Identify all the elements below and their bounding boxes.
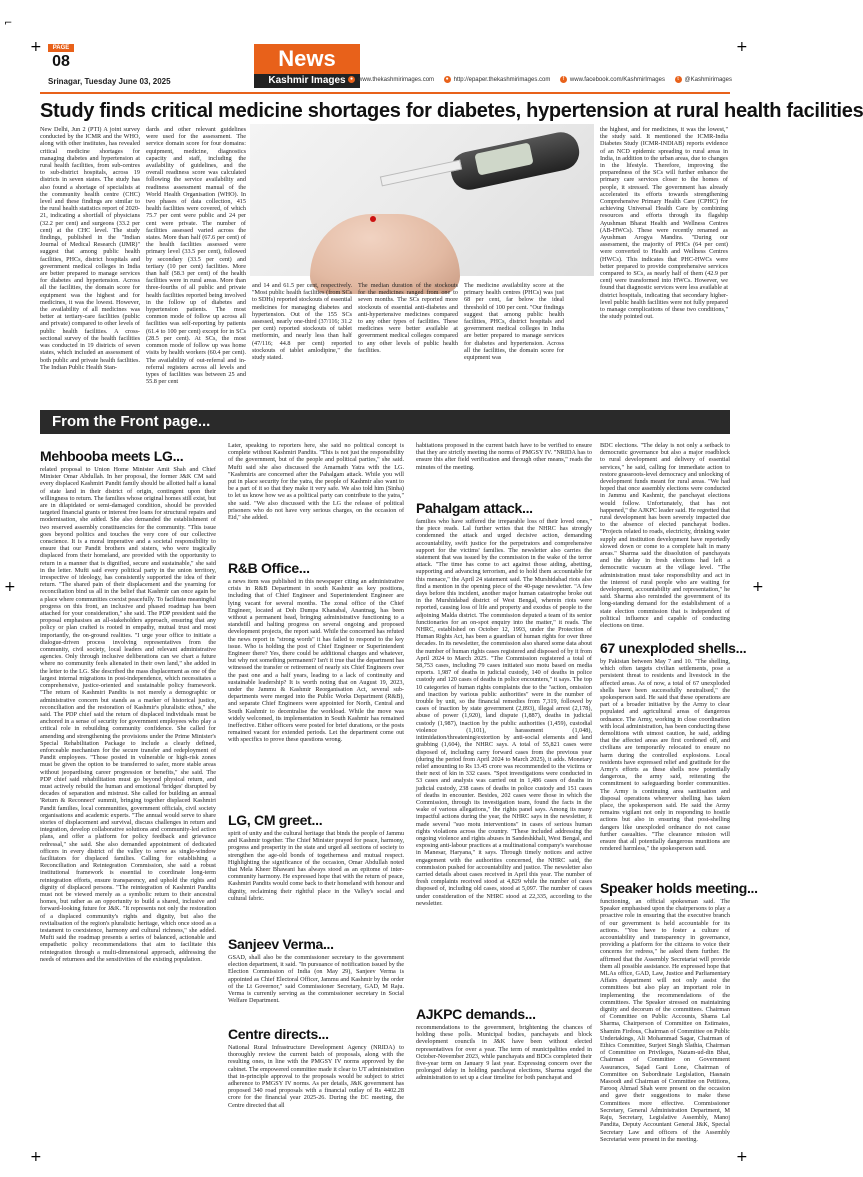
test-strip <box>380 160 462 187</box>
glucometer-photo <box>250 124 594 276</box>
page-number-box <box>48 44 74 70</box>
website-link[interactable]: ● www.thekashmirimages.com <box>349 76 435 83</box>
story-title-lg-cm-greet: LG, CM greet... <box>228 812 323 828</box>
section-title: News <box>254 44 360 74</box>
crop-mark-top-left: ⌐ <box>4 18 13 29</box>
story-title-speaker-meeting: Speaker holds meeting... <box>600 880 758 896</box>
lead-column-2: dards and other relevant guidelines were used for the assessment. The service domain score for four domains: equipment, medicine, diagnostics capacity and staff, including the availability of guidelines, and the overall readiness score was calculated following the service availability and readiness assessment manual of the World Health Organisation (WHO). In two phases of data collection, 415 health facilities were covered, of which 75.7 per cent were public and 24 per cent were private. The number of facilities assessed varied across the states. More than half (67.6 per cent) of the health facilities assessed were primary level (33.5 per cent), followed by secondary (33.5 per cent) and tertiary (10 per cent) facilities. More than half (58.3 per cent) of the health facilities were in rural areas. More than three-fourths of all public and private health facilities reported being involved in the follow up of diabetes and hypertension patients. The most common mode of follow up across all facilities was self-reporting by patients (61.4 to 100 per cent) except for in SCs (28.5 per cent). At SCs, the most common mode of follow up was home visits by health workers (60.4 per cent). The availability of out-referral and in-referral registers across all levels and types of facilities was between 25 and 55.8 per cent <box>146 126 246 386</box>
story-body-lg-cm-greet: spirit of unity and the cultural heritage that binds the people of Jammu and Kashmir together. The Chief Minister prayed for peace, harmony, progress and prosperity in the state and urged all sections of society to strengthen the age-old bonds of togetherness and mutual respect. Highlighting the significance of the occasion, Omar Abdullah noted that Mela Kheer Bhawani has always stood as an epitome of inter-community harmony. He expressed hope that with the return of peace, Kashmiri Pandits would come back to their homeland with honour and dignity, reclaiming their rightful place in the Valley's social and cultural fabric. <box>228 830 404 902</box>
story-body-speaker-meeting: functioning, an official spokesman said. The Speaker emphasised upon the chairpersons to play a proactive role in ensuring that the executive branch of our government is held accountable for its actions. "You have to foster a culture of accountability and transparency in governance, providing a platform for the citizens to voice their concerns for redress," he asked them further. He affirmed that the Assembly Secretariat will provide them all possible assistance. He expressed hope that MLAs office, GAD, Law, Justice and Parliamentary Affairs department will not only assist the committees but also play an important role in implementing the recommendations of the committees. The Speaker stressed on maintaining dignity and decorum of the committees. Chairman of Committee on Public Accounts, Shams Lal Sharma, Chairperson of Committee on Estimates, Shamim Firdous, Chairman of Committee on Public Undertakings, Ali Mohammad Sagar, Chairman of Ethics Committee, Surjeet Singh Slathia, Chairman of Committee on Privileges, Nazam-ud-din Bhat, Chairman of Committee on Government Assurances, Sajad Gani Lone, Chairman of Committee on Subordinate Legislation, Hasnain Masoodi and Chairman of Committee on Petitions, Farooq Ahmad Shah were present on the occasion and gave their suggestions to make these Committees more effective. Commissioner Secretary, General Administration Department, M Raju, Secretary, Legislative Assembly, Manoj Pandita, Deputy Accountant General J&K, Special Secretary Law and officers of the Assembly Secretariat were present in the meeting. <box>600 898 730 1143</box>
registration-mark-bottom-right: + <box>736 1149 748 1165</box>
registration-mark-mid-left: + <box>4 579 16 595</box>
lead-column-1: New Delhi, Jun 2 (PTI) A joint survey conducted by the ICMR and the WHO, along with other institutes, has revealed critical medicine shortages for managing diabetes and hypertension at rural health facilities, from sub-centres to sub-district hospitals, across 19 districts in seven states. The study has also found a shortage of specialists at the community health centre (CHC) level and these findings are similar to the rural health statistics report of 2020-21, indicating a shortfall of physicians (32.2 per cent) and surgeons (33.2 per cent) at the CHC level. The study findings, published in the "Indian Journal of Medical Research (IJMR)" suggest that among public health facilities, PHCs, district hospitals and government medical colleges in India are better prepared to manage services for diabetes and hypertension. Across all the facilities, the domain score for equipment was the highest and for medicines, it was the lowest. However, the availability of all medicines was better at tertiary-care facilities (public and private) compared to other levels of public health facilities. A cross-sectional survey of the health facilities was conducted in 19 districts of seven states, which included an assessment of both public and private health facilities. The Indian Public Health Stan- <box>40 126 140 371</box>
registration-mark-top-right: + <box>736 39 748 55</box>
story-body-mehbooba-cont: Later, speaking to reporters here, she said no political concept is complete without Kashmiri Pandits. "This is not just the responsibility of the government, but of the people and political parties," she said. Mufti said she also discussed the Amarnath Yatra with the LG. "Kashmiris are concerned after the Pahalgam attack. While you will put in place security for the yatra, the people of Kashmir also want to be a part of it so that they make it very safe. We also told him (Sinha) to let us know how we as a political party can contribute to the yatra," she said. "We also discussed with the LG the release of political prisoners who do not have very serious charges, on the occasion of Eid," she added. <box>228 442 404 522</box>
masthead <box>48 44 732 90</box>
facebook-icon: f <box>560 76 567 83</box>
story-body-centre-directs: National Rural Infrastructure Development Agency (NRIDA) to thoroughly review the current batch of proposals, along with the resulting ones, in line with the PMGSY IV norms approved by the cabinet. The empowered committee made it clear to UT administration that in-principle approval to the proposals would be subject to strict adherence to PMGSY IV norms. As per details, J&K government has proposed 340 road proposals with a financial outlay of Rs 4402.28 crore for the financial year 2025-26. During the EC meeting, the Centre directed that all <box>228 1044 404 1109</box>
masthead-links <box>348 76 732 83</box>
story-body-mehbooba: related proposal to Union Home Minister Amit Shah and Chief Minister Omar Abdullah. In her proposal, the former J&K CM said every displaced Kashmiri Pandit family should be allotted half a kanal of state land in their district of origin, contingent upon their willingness to return. The families whose original homes still exist, but are in dilapidated or semi-damaged condition, should be provided targeted financial grants or interest free loans for structural repairs and modernisation, she added. She also demanded the establishment of two reserved assembly constituencies for the community. "This issue goes beyond politics and touches the very core of our collective conscience. It is a moral imperative and a societal responsibility to ensure that our Pandit brothers and sisters, who were tragically displaced from their homeland, are provided with the opportunity to return in a manner that is dignified, secure and sustainable," she said in the letter. Mufti said every political party in the union territory, irrespective of ideology, has consistently supported the idea of their return. "The shared pain of their displacement and the yearning for reconciliation bind us all in the belief that Kashmir can once again be a place where communities coexist peacefully. To facilitate meaningful progress on this front, an inclusive and phased roadmap has been attached for your consideration," she said. The PDP president said the proposal emphasises an all-stakeholders approach, ensuring that any policy or plan crafted is rooted in empathy, mutual trust and most importantly, the on-ground realities. "I urge your office to initiate a dialogue-driven process involving representatives from the community, civil society, local leaders and relevant administrative agencies. Only through inclusive deliberations can we chart a future where no community feels alienated in their own land," she added in the letter to the LG. She described the mass displacement as one of the largest internal migrations in post-independence, which necessitates a comprehensive, justice-oriented and sustainable policy framework. "The return of Kashmiri Pandits is not merely a demographic or administrative concern but stands as a marker of historical justice, reconciliation and the restoration of Kashmir's pluralistic ethos," she said. The PDP chief said the return of displaced individuals must be anchored in a sense of security for government employees who play a critical role in rebuilding community confidence. She called for amending and strengthening the provisions under the Prime Minister's Special Rehabilitation Package to include a clearly defined, enforceable mechanism for the secure transfer and redeployment of Pandit employees. "Those posted in vulnerable or high-risk zones must be given the option to be transferred to safer, more stable areas without jeopardising career progression or benefits," she said. The PDP chief said rehabilitation must go beyond physical return, and must actively rebuild the human and emotional 'bridges' disrupted by decades of separation and mistrust. She called for building an annual 'Return & Reconnect' summit, bringing together displaced Kashmiri Pandit families, local communities, government officials, civil society organisations and academic experts. "The annual would serve to share stories of displacement and survival, discuss challenges in return and integration, develop collaborative solutions and community-led action plans, and offer a platform for policy feedback and grievance redressal," she said. She also demanded appointment of dedicated officers in every district of the valley to serve as single-window facilitators for displaced families. Calling for establishing a Reconciliation and Reintegration Commission, she said a robust institutional framework is essential to coordinate long-term reintegration efforts, ensure transparency, and uphold the rights and dignity of displaced persons. "The reintegration of Kashmiri Pandits must not be viewed merely as a symbolic return to their ancestral homes, but rather as an opportunity to build a shared, inclusive and forward-looking future for J&K. "It represents not only the restoration of a displaced community's rights and dignity, but also the revitalisation of the region's pluralistic heritage, which once stood as a testament to coexistence, harmony and cultural richness," she added. Mufti said the roadmap presents a series of balanced, actionable and empathetic policy recommendations that aim to facilitate this reintegration through a multi-dimensional approach, addressing the needs of returnees and the sensitivities of the existing population. <box>40 466 216 963</box>
twitter-icon: t <box>675 76 682 83</box>
lead-column-4: The median duration of the stockouts for the medicines ranged from one to seven months. The SCs reported more stockouts of essential anti-diabetes and anti-hypertensive medicines compared to any other types of facilities. These medicines were better available at government medical colleges compared to any other levels of public health facilities. <box>358 282 458 354</box>
story-body-pahalgam-attack: families who have suffered the irreparable loss of their loved ones," the piece reads. Lal further writes that the NHRC has strongly condemned the attack and urged decisive action, demanding accountability, swift justice for the perpetrators and comprehensive support for the victims' families. The newsletter also carries the statement that was issued by the commission in the wake of the terror attack. "The time has come to act against those aiding, abetting, supporting and advancing terrorism, and to hold them accountable for this menace," the April 24 statement said. The Murshidabad riots also find a mention in the opening piece of the 40-page newsletter. "A few days before this incident, another major human catastrophe broke out in the Murshidabad district of West Bengal, wherein riots were reported, causing loss of life and property and exodus of people to the adjoining Malda district. The commission deputed a team of its senior functionaries for an on-spot enquiry into the matter," it reads. The NHRC, established on October 12, 1993, under the Protection of Human Rights Act, has been a guardian of human rights for over three decades. In its newsletter, the commission also shared some data about the number of human rights cases registered and disposed of by it from April 2024 to March 2025. "The Commission registered a total of 58,753 cases, including 79 cases initiated suo motu based on media reports. 1,987 of deaths in judicial custody, 140 of deaths in police custody and 120 cases of deaths in police encounters," it says. The top 10 categories of human rights complaints due to the "action, omission and inaction by various public authorities" were in the number of trouble by unit, so the financial remedies from 7,319, followed by cases of inaction by state government (2,893), illegal arrest (2,178), abuse of power (1,920), land dispute (1,887), deaths in judicial custody (1,987), inaction by the public authorities (1,459), custodial violence (1,101), harassment (1,048), intimidation/threatening/extortion by anti-social elements and land grabbing (1,604), the NHRC says. A total of 55,821 cases were disposed of, including carry forward cases from the previous year (during the period from April 2024 to March 2025), it adds. Monetary relief amounting to Rs 13.45 crore was recommended to the victims or their next of kin in 332 cases. "Spot investigations were conducted in 53 cases and analysis was carried out in 1,486 cases of deaths in judicial custody, 238 cases of deaths in police custody and 151 cases of deaths in encounter. Besides, 202 cases were those in which the Commission, through its investigation team, found the facts in the wake of various allegations," the rights panel says. Among its many impactful actions during the year, the NHRC says in the newsletter, it made several "suo motu interventions" in cases of serious human rights violations across the country. "These included addressing the ongoing violence and rights abuses in Sandeshkhali, West Bengal, and exposing anti-labour practices at a multinational company's warehouse in Manesar, Haryana," it says. Through timely notices and active engagement with the authorities concerned, the NHRC said, the commission pushed for accountability and justice. The newsletter also carried details about cases received in April this year. The number of fresh complaints received stood at 4,829 while the number of cases disposed of, including old cases, stood at 5,097. The number of cases under consideration of the NHRC stood at 22,335, according to the newsletter. <box>416 518 592 907</box>
story-title-mehbooba: Mehbooba meets LG... <box>40 448 184 464</box>
story-body-rb-office: a news item was published in this newspaper citing an administrative crisis in R&B Department in south Kashmir as key positions, including that of Chief Engineer and Superintendent Engineer are lying vacant for several months. The zonal office of the Chief Engineer, located at Doh Dumpa Khanabal, Anantnag, has been without a permanent head, bringing administrative functioning to a standstill and halting progress on several ongoing and proposed development projects, the report said. While the concerned has refuted the news report in "strong words" it has failed to respond to the key issue. Who is holding the post of Chief Engineer or Superintendent Engineer there? Yes, there could be additional charges and whatever, but why not something permanent? Isn't it true that the department has witnessed the transfer or retirement of nearly six Chief Engineers over the past one and a half years, leading to a lack of continuity and sustainable leadership? It is worth noting that on August 19, 2023, under the Jammu & Kashmir Reorganisation Act, several sub-departments were merged into the Public Works Department (R&B), and separate Chief Engineers were appointed for North, Central and South Kashmir to decentralise the workload. While the move was widely welcomed, its implementation in South Kashmir has remained ineffective. Either officers were posted for brief durations, or the posts remained vacant for extended periods. Let the department come out with specifics to prove these questions wrong. <box>228 578 404 744</box>
front-page-bar: From the Front page... <box>40 410 730 434</box>
blood-drop <box>370 216 376 222</box>
registration-mark-top-left: + <box>30 39 42 55</box>
registration-mark-bottom-left: + <box>30 1149 42 1165</box>
lead-column-6: the highest, and for medicines, it was the lowest," the study said. It mentioned the ICMR-India Diabetes Study (ICMR-INDIAB) reports evidence of an NCD epidemic spreading to rural areas in India, in addition to the urban areas, due to changes in the lifestyle. Therefore, improving the preparedness of the SCs will further enhance the primary care services closer to the homes of people, it stressed. The government has already accelerated its efforts towards strengthening Comprehensive Primary Health Care (CPHC) for achieving Universal Health Care by combining resources and efforts through its flagship Ayushman Bharat Health and Wellness Centres (AB-HWCs). These were recently renamed as Ayushman Arogya Mandira. "During our assessment, the majority of PHCs (64 per cent) were converted to Health and Wellness Centres (HWCs). This indicates that PHC-HWCs were better prepared to provide comprehensive services compared to SCs, as nearly half of them (42.9 per cent) were transformed into HWCs. However, we found that diagnostic services were less available at district hospitals, indicating that secondary higher-level public health facilities were not fully prepared to manage complications of these two conditions," the study pointed out. <box>600 126 729 321</box>
story-title-rb-office: R&B Office... <box>228 560 310 576</box>
page-label: PAGE <box>48 44 74 52</box>
story-title-sanjeev-verma: Sanjeev Verma... <box>228 936 334 952</box>
epaper-icon: ● <box>445 76 449 82</box>
section-banner <box>254 44 360 88</box>
story-title-pahalgam-attack: Pahalgam attack... <box>416 500 533 516</box>
page-number: 08 <box>52 53 70 70</box>
story-body-ajkpc-demands: recommendations to the government, brightening the chances of holding these polls. Municipal bodies, panchayats and block development councils in J&K have been without elected representatives for over a year. The term of municipalities ended in October-November 2023, while panchayats and BDCs completed their five-year term on January 9 last year. Expressing concern over the prolonged delay in holding panchayat elections, Sharma urged the administration to set up a clear timeline for both panchayat and <box>416 1024 592 1082</box>
lead-column-3: and 14 and 61.5 per cent, respectively. "Most public health facilities (from SCs to SDHs) reported stockouts of essential medicines for managing diabetes and hypertension. Out of the 155 SCs assessed, nearly one-third (37/116; 31.2 per cent) reported stockouts of tablet metformin, and nearly less than half (47/116; 44.8 per cent) reported stockouts of tablet amlodipine," the study stated. <box>252 282 352 362</box>
registration-mark-mid-right: + <box>752 579 764 595</box>
date-line: Srinagar, Tuesday June 03, 2025 <box>48 77 171 86</box>
globe-icon: ● <box>349 76 354 82</box>
twitter-link[interactable]: t @Kashmirimages <box>675 76 732 83</box>
top-rule <box>40 92 730 94</box>
story-body-centre-directs-cont: habitations proposed in the current batch have to be verified to ensure that they are strictly meeting the norms of PMGSY IV. "NRIDA has to ensure this after field verification and through other means," reads the minutes of the meeting. <box>416 442 592 471</box>
story-body-67-shells: by Pakistan between May 7 and 10. "The shelling, which often targets civilian settlements, pose a persistent threat to residents and livestock in the affected areas. As of now, a total of 67 unexploded shells have been successfully neutralised," the spokesperson said. He said that these operations are part of a broader initiative by the Army to clear populated and agricultural areas of dangerous ordnance. The Army, working in close coordination with local administration, has been conducting these demolitions with utmost caution, he said, adding that the affected areas are first cordoned off, and civilians are temporarily relocated to ensure no harm during the controlled explosions. Local residents have expressed relief and gratitude for the Army's efforts as these shells now potentially dangerous, the army said, reiterating the commitment to safeguarding border communities. The Army is continuing area sanitisation and disposal operations wherever shelling has taken place, the spokesperson said. He said the Army remains vigilant not only in responding to hostile actions but also in ensuring that post-shelling dangers like unexploded ordnance do not cause further casualties. "The clearance mission will ensure that all potentially dangerous munitions are rendered harmless," the spokesperson said. <box>600 658 730 853</box>
story-body-sanjeev-verma: GSAD, shall also be the commissioner secretary to the government election department, it said. "In pursuance of notification issued by the Election Commission of India (on May 29), Sanjeev Verma is appointed as Chief Electoral Officer, Jammu and Kashmir by the order of the Lt Governor," said Commissioner Secretary, GAD, M Raju. Verma is currently serving as the commissioner secretary in Social Welfare Department. <box>228 954 404 1005</box>
brand-name: Kashmir Images <box>254 74 360 88</box>
story-title-ajkpc-demands: AJKPC demands... <box>416 1006 536 1022</box>
story-body-ajkpc-cont: BDC elections. "The delay is not only a setback to democratic governance but also a major roadblock to rural development and delivery of essential services," he said, calling for immediate action to restore grassroots-level democracy and unlocking of development funds meant for rural areas. "We had hoped that once assembly elections were conducted in Jammu and Kashmir, the panchayat elections would follow. Unfortunately, that has not happened," the AJKPC leader said. He regretted that rural development has been severely impacted due to the absence of elected panchayat bodies. "Projects related to roads, electricity, drinking water supply and institution development have reportedly slowed down or come to a complete halt in many areas." Sharma said the dissolution of panchayats and the delay in fresh elections had left a democratic vacuum at the village level. "The administration must take responsibility and act in the interest of rural people who are waiting for development, accountability and representation," he said. Sharma also reminded the government of its long-standing demand for the establishment of a state election commission that is independent of political influence and capable of conducting elections on time. <box>600 442 730 630</box>
epaper-link[interactable]: ● http://epaper.thekashmirimages.com <box>445 76 551 83</box>
facebook-link[interactable]: f www.facebook.com/KashmirImages <box>560 76 665 83</box>
story-title-67-shells: 67 unexploded shells... <box>600 640 747 656</box>
lead-headline: Study finds critical medicine shortages for diabetes, hypertension at rural health facilities <box>40 100 863 122</box>
story-title-centre-directs: Centre directs... <box>228 1026 329 1042</box>
lead-column-5: The medicine availability score at the primary health centres (PHCs) was just 68 per cent, far below the ideal threshold of 100 per cent. "Our findings suggest that among public health facilities, PHCs, district hospitals and government medical colleges in India are better prepared to manage services for diabetes and hypertension. Across all the facilities, the domain score for equipment was <box>464 282 564 362</box>
